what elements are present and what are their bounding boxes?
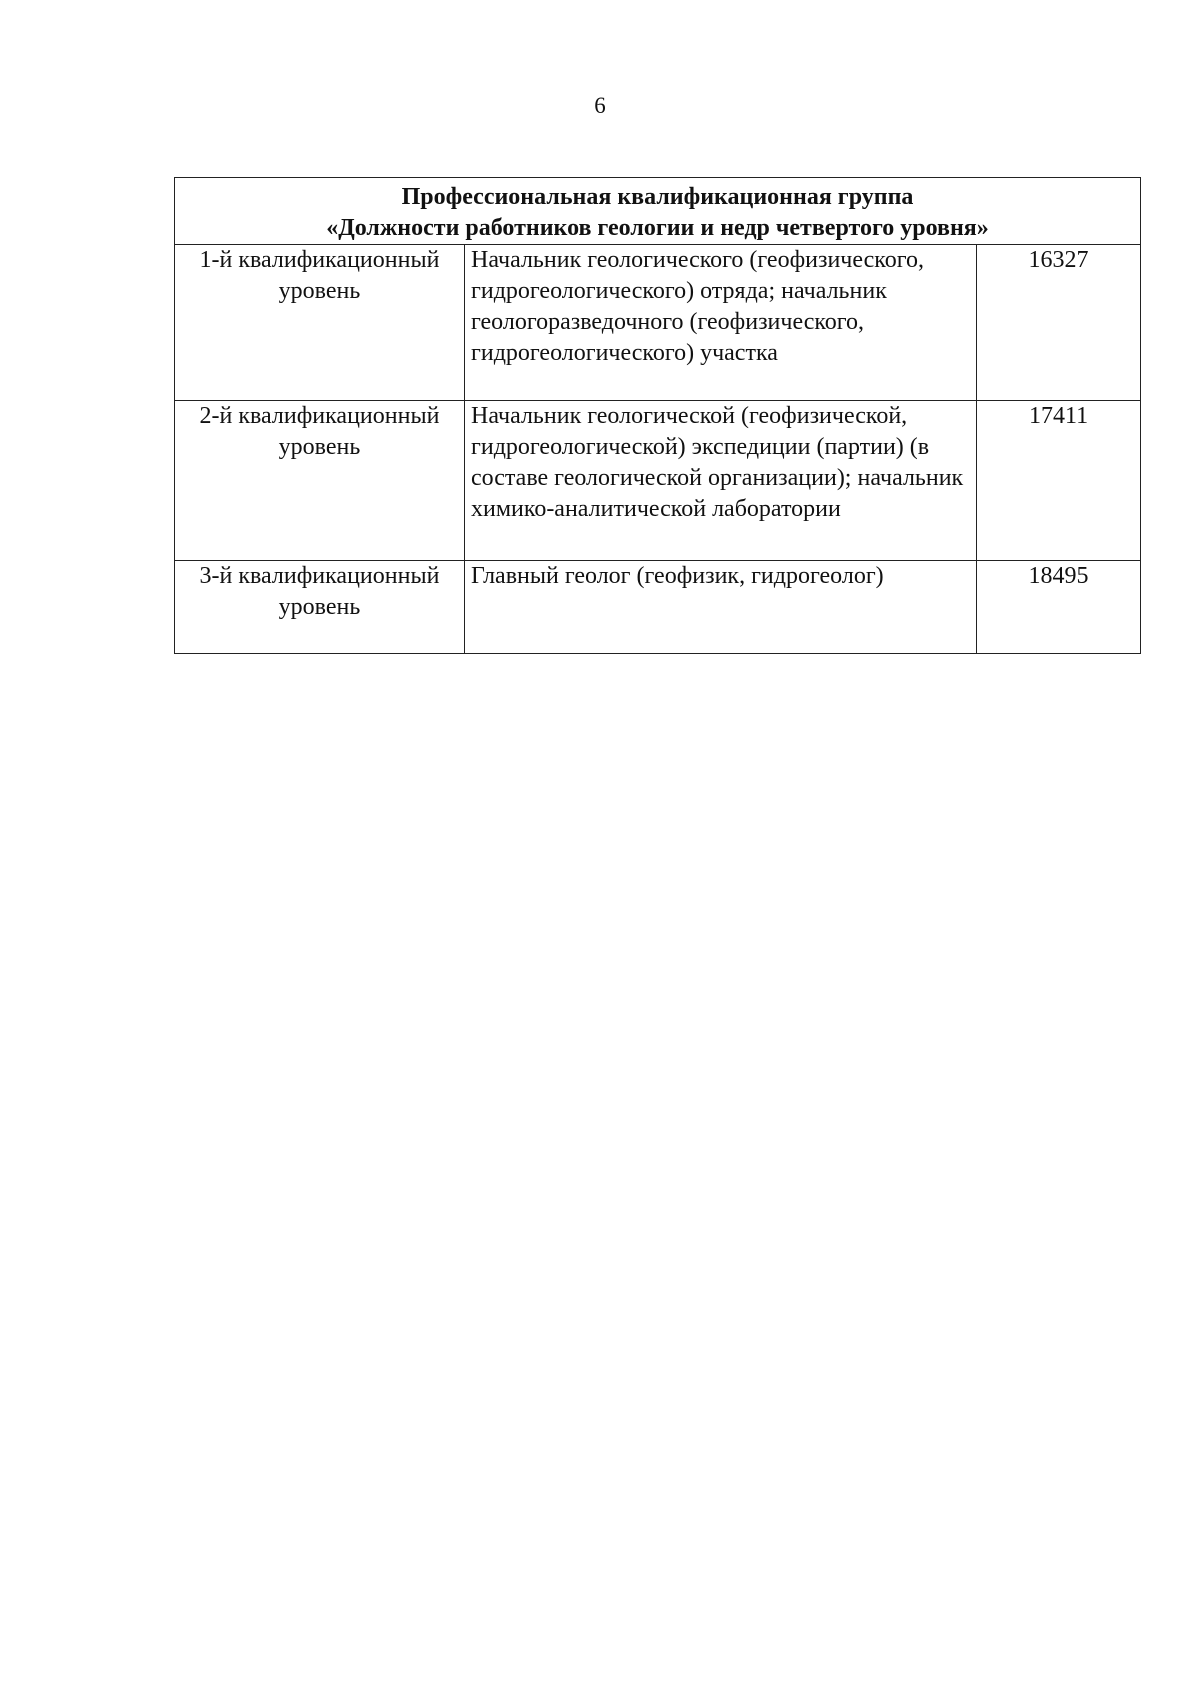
salary-value: 16327 [1028, 247, 1089, 273]
level-label: 2-й квалификационный уровень [199, 403, 440, 460]
level-cell [175, 561, 465, 654]
qualification-group-table [174, 177, 1141, 654]
positions-text: Главный геолог (геофизик, гидрогеолог) [471, 563, 884, 589]
table-row [175, 561, 1141, 654]
salary-value: 17411 [1028, 403, 1089, 429]
positions-cell [465, 401, 977, 561]
group-title-cell [175, 178, 1141, 245]
positions-text: Начальник геологической (геофизической, гидрогеологической) экспедиции (партии) (в составе геологической организации); начальник химико-аналитической лаборатории [471, 403, 964, 522]
table-row [175, 401, 1141, 561]
positions-cell [465, 561, 977, 654]
table-row [175, 245, 1141, 401]
salary-cell [977, 561, 1141, 654]
level-cell [175, 401, 465, 561]
level-label: 3-й квалификационный уровень [199, 563, 440, 620]
salary-cell [977, 245, 1141, 401]
salary-value: 18495 [1028, 563, 1089, 589]
group-title-line2: «Должности работников геологии и недр четвертого уровня» [326, 215, 989, 241]
positions-text: Начальник геологического (геофизического, гидрогеологического) отряда; начальник геологоразведочного (геофизического, гидрогеологического) участка [471, 247, 924, 366]
level-label: 1-й квалификационный уровень [199, 247, 440, 304]
salary-cell [977, 401, 1141, 561]
page-number: 6 [594, 93, 606, 118]
group-title-line1: Профессиональная квалификационная группа [401, 184, 914, 210]
table-header-row [175, 178, 1141, 245]
positions-cell [465, 245, 977, 401]
level-cell [175, 245, 465, 401]
